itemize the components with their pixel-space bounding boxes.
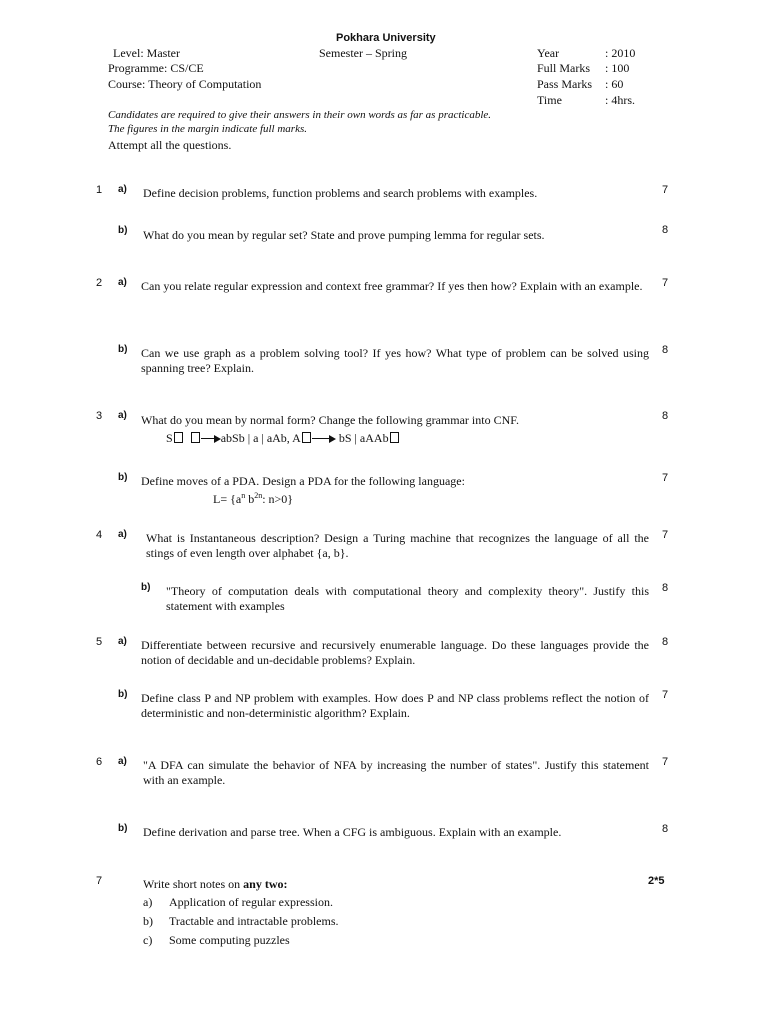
attempt-instruction: Attempt all the questions.	[108, 138, 232, 152]
marks: 8	[662, 224, 669, 236]
full-marks-label: Full Marks	[537, 61, 591, 75]
language-definition	[213, 491, 293, 507]
marks: 8	[662, 823, 669, 835]
part-label: b)	[118, 823, 128, 834]
time-value: : 4hrs.	[605, 93, 635, 107]
marks: 8	[662, 410, 669, 422]
marks: 7	[662, 277, 669, 289]
question-number: 1	[96, 184, 103, 196]
part-label: b)	[118, 472, 128, 483]
language-suffix: : n>0}	[262, 492, 294, 506]
time-label: Time	[537, 93, 562, 107]
list-item-label: a)	[143, 895, 153, 909]
list-item: Tractable and intractable problems.	[169, 914, 339, 928]
short-notes-emphasis: any two:	[243, 877, 288, 891]
question-text: Can you relate regular expression and context free grammar? If yes then how? Explain with an example.	[141, 279, 643, 293]
marks: 7	[662, 689, 669, 701]
part-label: a)	[118, 529, 127, 540]
question-text: Define decision problems, function problems and search problems with examples.	[143, 186, 538, 200]
marks: 2*5	[648, 875, 665, 887]
question-number: 4	[96, 529, 103, 541]
question-text: What do you mean by regular set? State and prove pumping lemma for regular sets.	[143, 228, 545, 242]
missing-glyph-box	[390, 432, 399, 443]
arrow-icon	[201, 435, 221, 443]
part-label: b)	[118, 225, 128, 236]
marks: 7	[662, 184, 669, 196]
instruction-line-1: Candidates are required to give their answers in their own words as far as practicable.	[108, 109, 492, 121]
instruction-line-2: The figures in the margin indicate full marks.	[108, 123, 308, 135]
language-prefix: L= {a	[213, 492, 242, 506]
question-text: Define class P and NP problem with examples. How does P and NP class problems reflect the notion of deterministic and non-deterministic algorithm? Explain.	[141, 691, 649, 720]
question-text: Differentiate between recursive and recursively enumerable language. Do these languages provide the notion of decidable and un-decidable problems? Explain.	[141, 638, 649, 667]
grammar-productions	[166, 431, 400, 446]
marks: 8	[662, 582, 669, 594]
year-label: Year	[537, 46, 560, 60]
question-text: What is Instantaneous description? Design a Turing machine that recognizes the language of all the stings of even length over alphabet {a, b}.	[146, 531, 649, 560]
grammar-rhs-1: abSb | a | aAb, A	[220, 431, 301, 445]
question-number: 3	[96, 410, 103, 422]
full-marks-value: : 100	[605, 61, 630, 75]
part-label: a)	[118, 636, 127, 647]
marks: 7	[662, 529, 669, 541]
missing-glyph-box	[302, 432, 311, 443]
grammar-rhs-2: bS | aAAb	[338, 431, 389, 445]
question-text: "A DFA can simulate the behavior of NFA by increasing the number of states". Justify this statement with an example.	[143, 758, 649, 787]
part-label: a)	[118, 277, 127, 288]
list-item-label: c)	[143, 933, 153, 947]
exponent-n: n	[241, 491, 246, 500]
question-number: 2	[96, 277, 103, 289]
semester-text: Semester – Spring	[319, 46, 407, 60]
arrow-icon	[312, 435, 336, 443]
missing-glyph-box	[174, 432, 183, 443]
question-number: 6	[96, 756, 103, 768]
grammar-start-symbol: S	[166, 431, 173, 445]
question-text: What do you mean by normal form? Change the following grammar into CNF.	[141, 413, 519, 427]
missing-glyph-box	[191, 432, 200, 443]
marks: 7	[662, 756, 669, 768]
year-value: : 2010	[605, 46, 636, 60]
question-text: Define moves of a PDA. Design a PDA for the following language:	[141, 474, 465, 488]
level-text: Level: Master	[113, 46, 180, 60]
short-notes-intro-text: Write short notes on	[143, 877, 244, 891]
pass-marks-label: Pass Marks	[537, 77, 593, 91]
pass-marks-value: : 60	[605, 77, 624, 91]
part-label: a)	[118, 410, 127, 421]
list-item-label: b)	[143, 914, 153, 928]
programme-text: Programme: CS/CE	[108, 61, 204, 75]
course-text: Course: Theory of Computation	[108, 77, 262, 91]
list-item: Application of regular expression.	[169, 895, 333, 909]
exponent-2n: 2n	[254, 491, 263, 500]
short-notes-intro	[143, 877, 288, 892]
marks: 8	[662, 636, 669, 648]
question-number: 7	[96, 875, 103, 887]
list-item: Some computing puzzles	[169, 933, 290, 947]
question-number: 5	[96, 636, 103, 648]
university-title: Pokhara University	[336, 32, 436, 44]
part-label: b)	[118, 689, 128, 700]
language-mid: b	[245, 492, 255, 506]
part-label: b)	[118, 344, 128, 355]
part-label: b)	[141, 582, 151, 593]
part-label: a)	[118, 756, 127, 767]
marks: 7	[662, 472, 669, 484]
question-text: "Theory of computation deals with computational theory and complexity theory". Justify this statement with examples	[166, 584, 649, 613]
question-text: Can we use graph as a problem solving tool? If yes how? What type of problem can be solved using spanning tree? Explain.	[141, 346, 649, 375]
marks: 8	[662, 344, 669, 356]
question-text: Define derivation and parse tree. When a CFG is ambiguous. Explain with an example.	[143, 825, 562, 839]
part-label: a)	[118, 184, 127, 195]
